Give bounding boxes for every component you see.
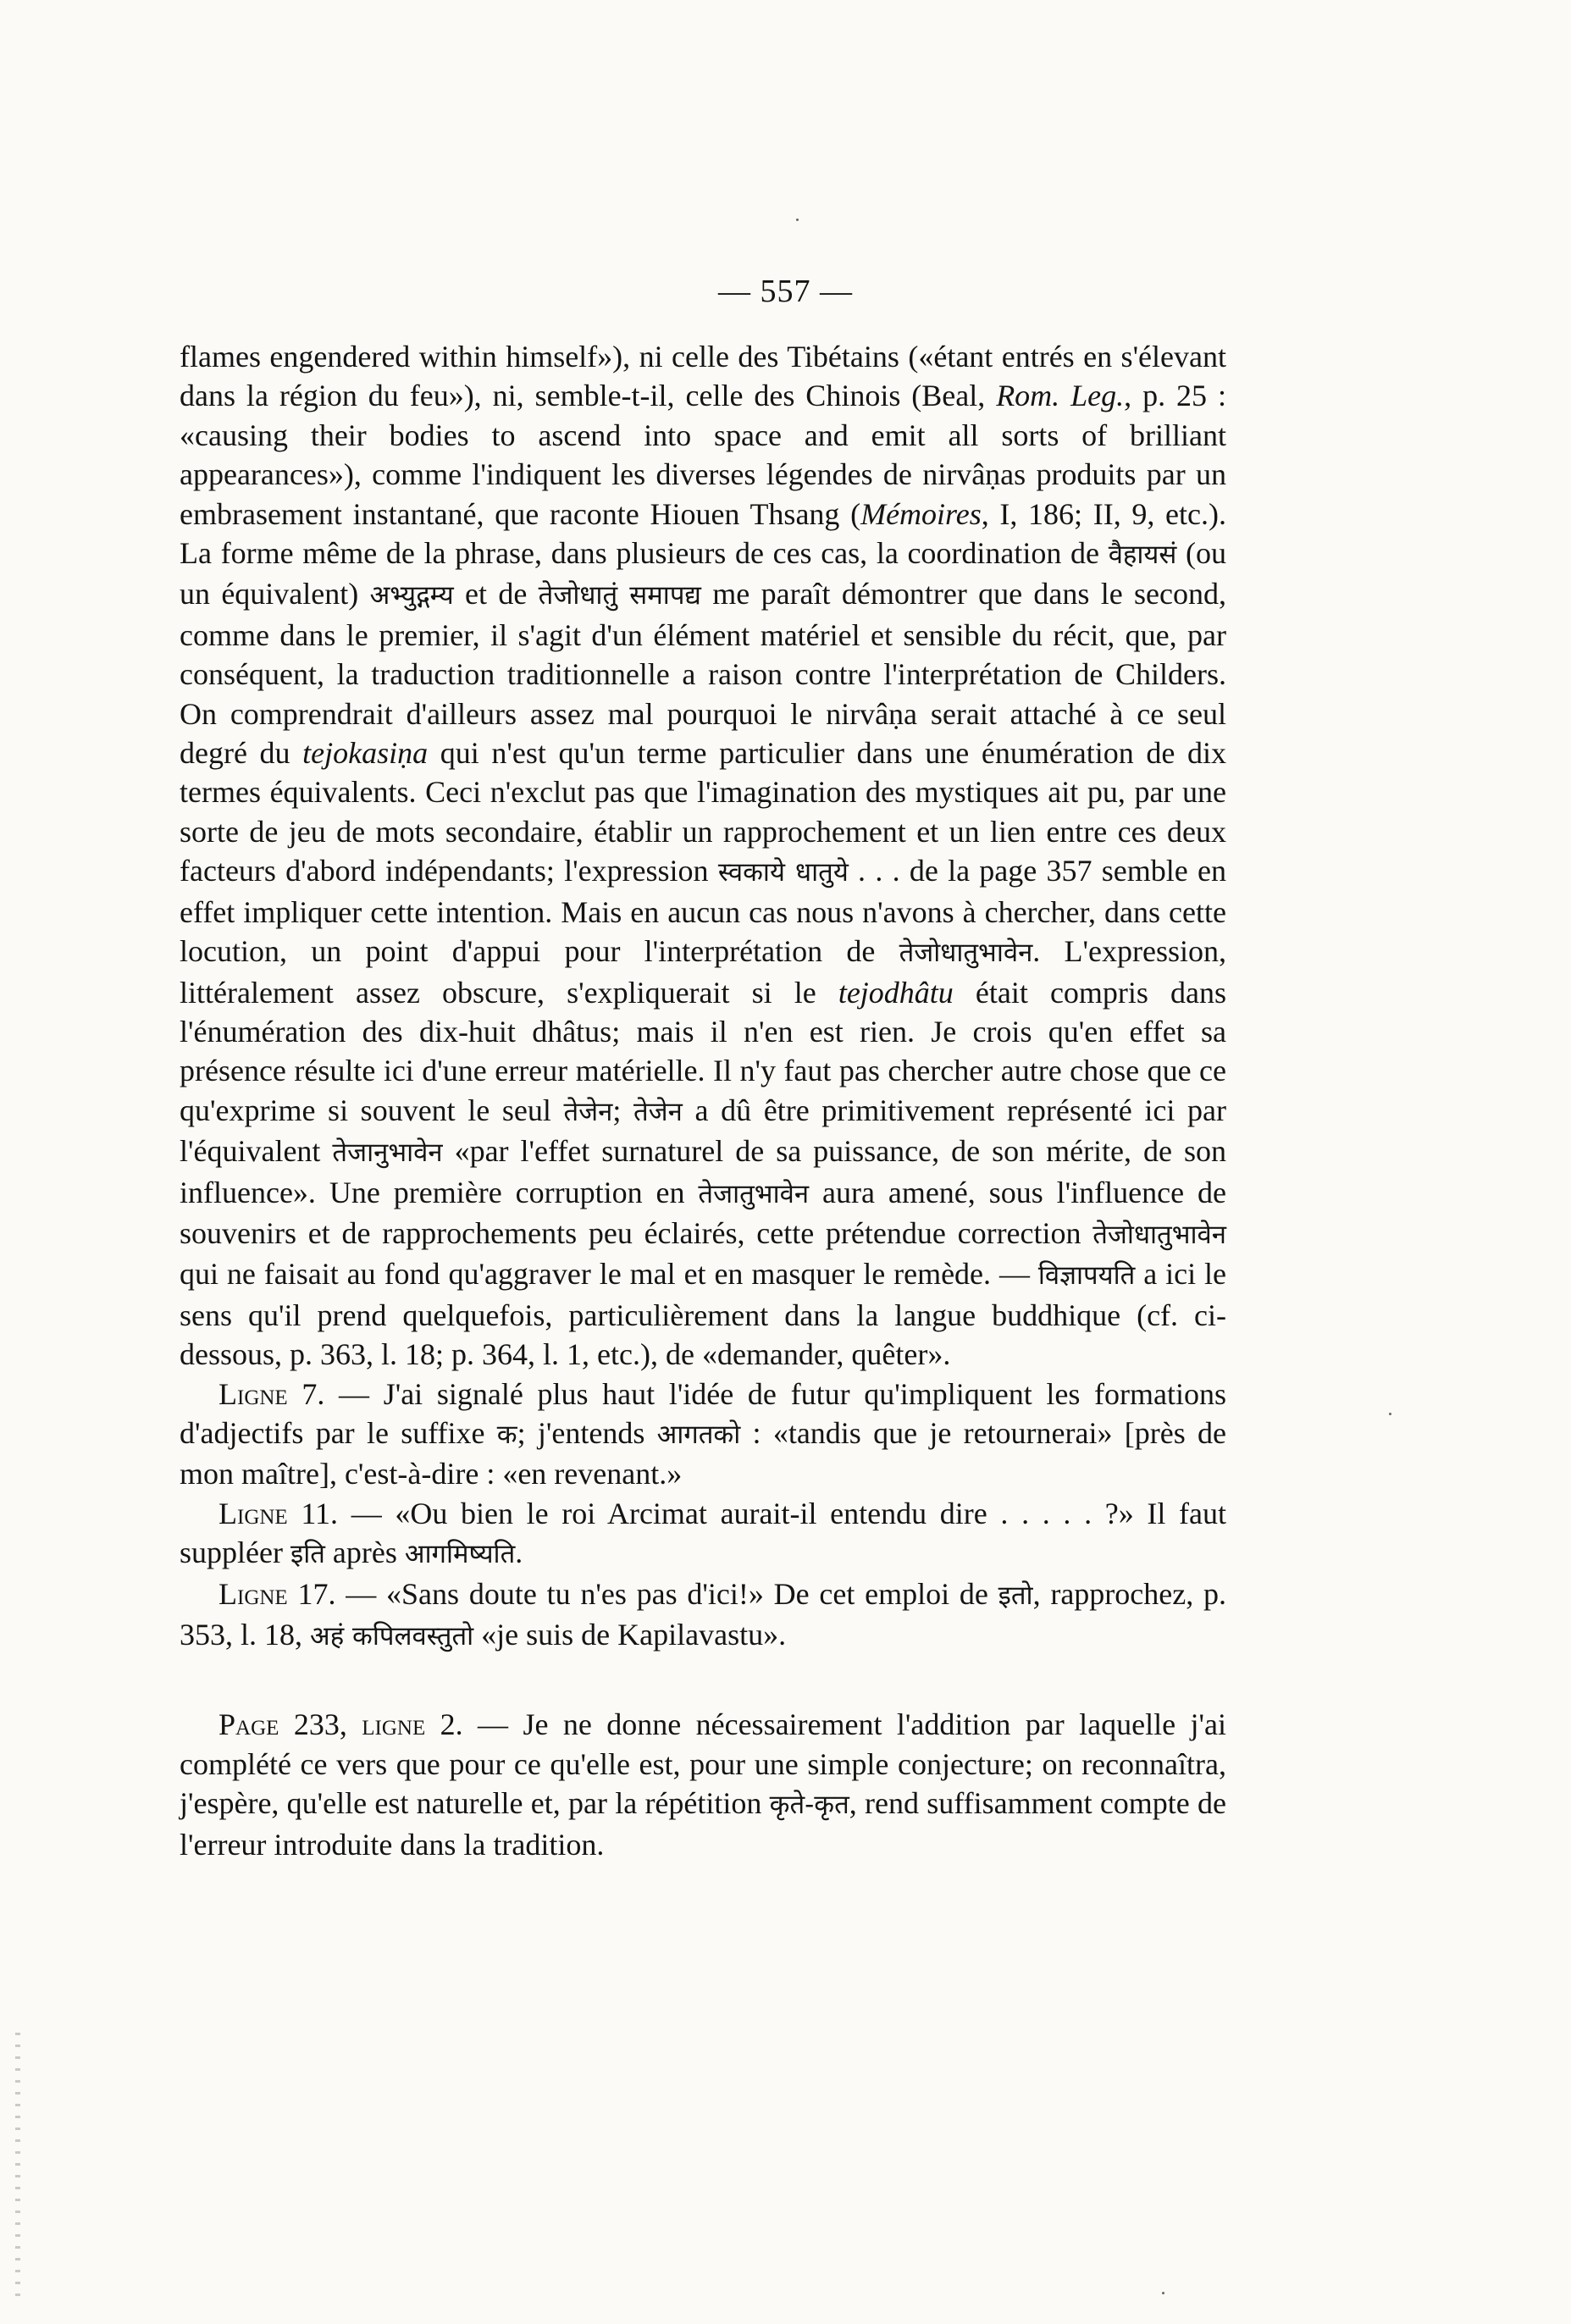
smallcaps-label: ligne	[362, 1707, 426, 1742]
text-run: a ici le sens qu'il prend quelquefois, particulièrement dans la langue buddhique (cf. ci-dessous, p. 363, l. 18; p. 364, l. 1, etc.), de «demander, quêter».	[180, 1257, 1226, 1372]
devanagari-term: आगमिष्यति	[404, 1539, 516, 1570]
margin-specks	[15, 2033, 20, 2304]
text-run: .	[515, 1536, 523, 1570]
note-paragraph	[180, 1574, 1226, 1657]
devanagari-term: अभ्युद्गम्य	[369, 580, 454, 611]
devanagari-term: तेजेन	[633, 1096, 683, 1127]
note-paragraph	[180, 1494, 1226, 1574]
speck	[796, 219, 799, 221]
text-run: . . . de la page 357 semble en effet impliquer cette intention. Mais en aucun cas nous n'avons à chercher, dans cette locution, un point d'appui pour l'interprétation de	[180, 854, 1226, 969]
devanagari-term: तेजोधातुभावेन	[1093, 1219, 1226, 1250]
speck	[1162, 2292, 1164, 2294]
text-run: , rapprochez, p. 353, l. 18,	[180, 1576, 1227, 1652]
devanagari-term: तेजातुभावेन	[698, 1178, 810, 1209]
text-run: 7. — J'ai signalé plus haut l'idée de futur qu'impliquent les formations d'adjectifs par le suffixe	[180, 1376, 1226, 1450]
devanagari-term: कृते-कृत	[769, 1790, 849, 1821]
devanagari-term: तेजोधातुं समापद्य	[538, 580, 701, 611]
devanagari-term: वैहायसं	[1108, 540, 1177, 571]
italic-term: Rom. Leg.	[996, 379, 1125, 413]
text-run: «je suis de Kapilavastu».	[473, 1618, 787, 1652]
text-run: , rend suffisamment compte de l'erreur introduite dans la tradition.	[180, 1786, 1226, 1862]
devanagari-term: तेजेन	[563, 1096, 613, 1127]
text-run: flames engendered within himself»), ni celle des Tibétains («étant entrés en s'élevant dans la région du feu»), ni, semble-t-il, celle des Chinois (Beal,	[180, 340, 1226, 413]
paragraph-gap	[180, 1656, 1226, 1705]
italic-term: tejokasiṇa	[302, 736, 429, 771]
devanagari-term: तेजोधातुभावेन	[899, 938, 1033, 969]
text-run: (ou un équivalent)	[180, 536, 1226, 611]
italic-term: tejodhâtu	[838, 975, 954, 1010]
text-run: après	[324, 1536, 405, 1570]
text-run: 11. — «Ou bien le roi Arcimat aurait-il entendu dire . . . . . ?» Il faut suppléer	[180, 1496, 1226, 1570]
devanagari-term: अहं कपिलवस्तुतो	[310, 1621, 474, 1652]
text-run: ;	[612, 1093, 634, 1127]
text-run: ; j'entends	[517, 1415, 657, 1450]
text-run: et de	[453, 577, 539, 611]
devanagari-term: आगतको	[656, 1419, 741, 1450]
text-run: «par l'effet surnaturel de sa puissance, de son mérite, de son influence». Une première corruption en	[180, 1134, 1226, 1209]
smallcaps-label: Ligne	[219, 1496, 288, 1530]
smallcaps-label: Page	[219, 1707, 279, 1742]
devanagari-term: विज्ञापयति	[1037, 1260, 1136, 1292]
text-run: , p. 25 : «causing their bodies to ascend into space and emit all sorts of brilliant appearances»), comme l'indiquent les diverses légendes de nirvâṇas produits par un embrasement instantané, que raconte Hiouen Thsang (	[180, 379, 1226, 531]
text-run: a dû être primitivement représenté ici par l'équivalent	[180, 1093, 1226, 1169]
text-block	[180, 337, 1226, 1864]
smallcaps-label: Ligne	[219, 1376, 288, 1411]
devanagari-term: इतो	[998, 1580, 1033, 1611]
text-run: 233,	[279, 1707, 362, 1742]
text-run: , I, 186; II, 9, etc.). La forme même de la phrase, dans plusieurs de ces cas, la coordination de	[180, 496, 1226, 571]
text-run: qui ne faisait au fond qu'aggraver le mal et en masquer le remède. —	[180, 1257, 1038, 1292]
text-run: était compris dans l'énumération des dix-huit dhâtus; mais il n'en est rien. Je crois qu'en effet sa présence résulte ici d'une erreur matérielle. Il n'y faut pas chercher autre chose que ce qu'exprime si souvent le seul	[180, 975, 1227, 1127]
text-run: me paraît démontrer que dans le second, comme dans le premier, il s'agit d'un élément matériel et sensible du récit, que, par conséquent, la traduction traditionnelle a raison contre l'interprétation de Childers. On comprendrait d'ailleurs assez mal pourquoi le nirvâṇa serait attaché à ce seul degré du	[180, 577, 1227, 771]
devanagari-term: स्वकाये धातुये	[717, 857, 849, 888]
devanagari-term: क	[496, 1419, 517, 1450]
text-run: 17. — «Sans doute tu n'es pas d'ici!» De cet emploi de	[287, 1576, 998, 1611]
page-number: — 557 —	[718, 274, 853, 309]
text-run: : «tandis que je retournerai» [près de mon maître], c'est-à-dire : «en revenant.»	[180, 1415, 1226, 1491]
italic-term: Mémoires	[860, 496, 982, 531]
text-run: 2. — Je ne donne nécessairement l'addition par laquelle j'ai complété ce vers que pour ce qu'elle est, pour une simple conjecture; on reconnaîtra, j'espère, qu'elle est naturelle et, par la répétition	[180, 1707, 1226, 1821]
note-paragraph	[180, 1705, 1226, 1864]
devanagari-term: तेजानुभावेन	[332, 1137, 443, 1169]
text-run: qui n'est qu'un terme particulier dans une énumération de dix termes équivalents. Ceci n'exclut pas que l'imagination des mystiques ait pu, par une sorte de jeu de mots secondaire, établir un rapprochement et un lien entre ces deux facteurs d'abord indépendants; l'expression	[180, 736, 1226, 888]
devanagari-term: इति	[290, 1539, 325, 1570]
text-run: . L'expression, littéralement assez obscure, s'expliquerait si le	[180, 934, 1226, 1010]
continuation-paragraph	[180, 337, 1226, 1375]
note-paragraph	[180, 1375, 1226, 1494]
smallcaps-label: Ligne	[219, 1576, 288, 1611]
text-run: aura amené, sous l'influence de souvenirs et de rapprochements peu éclairés, cette prétendue correction	[180, 1175, 1226, 1250]
speck	[1389, 1413, 1391, 1415]
